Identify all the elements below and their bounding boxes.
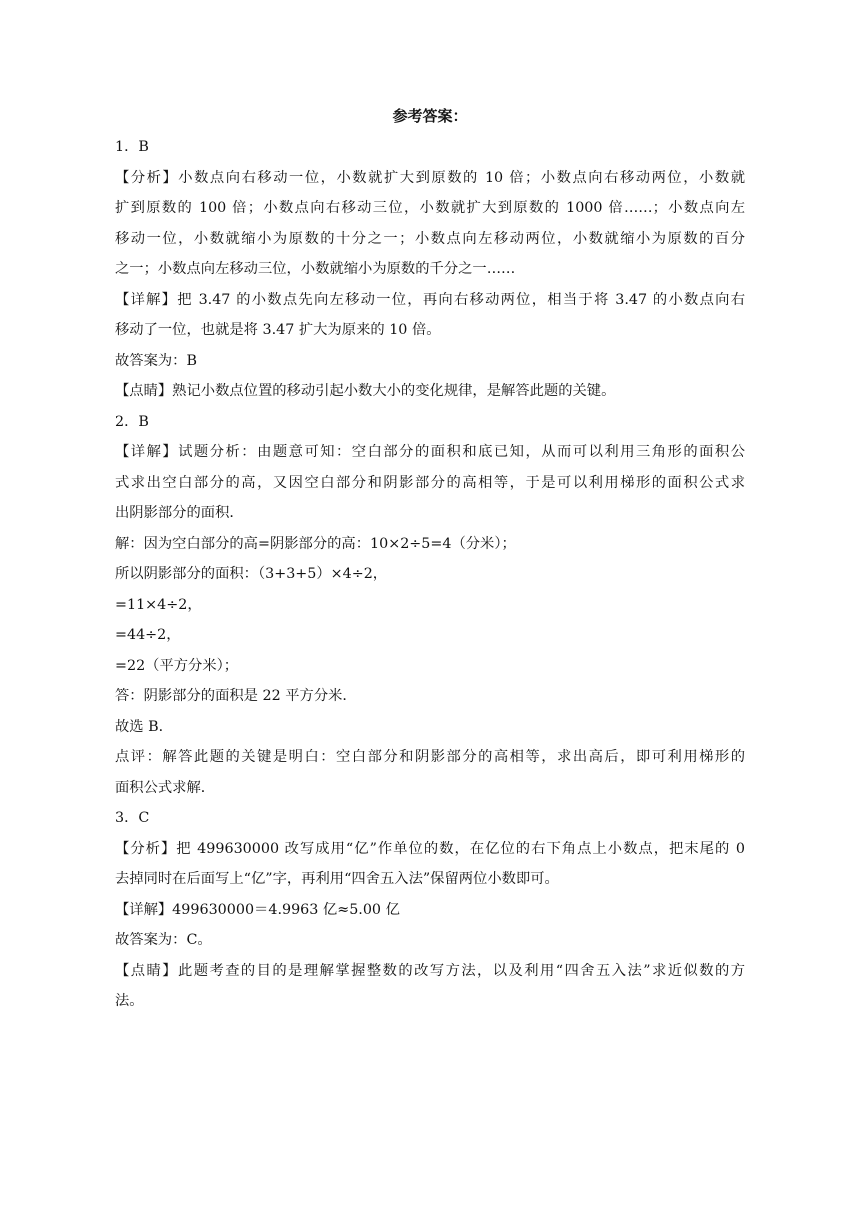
q2-solution-line-4: =44÷2， <box>115 627 181 643</box>
q2-solution-line-5: =22（平方分米）； <box>115 657 239 674</box>
q2-detail-line-2: 式求出空白部分的高，又因空白部分和阴影部分的高相等，于是可以利用梯形的面积公式求 <box>115 474 745 491</box>
q1-answer: 故答案为：B <box>115 352 197 369</box>
q3-answer: 故答案为：C。 <box>115 932 212 948</box>
q2-solution-line-3: =11×4÷2， <box>115 596 202 613</box>
q2-comment-line-2: 面积公式求解． <box>115 779 216 796</box>
q3-analysis-line-2: 去掉同时在后面写上“亿”字，再利用“四舍五入法”保留两位小数即可。 <box>115 871 559 887</box>
q2-comment-line-1: 点评：解答此题的关键是明白：空白部分和阴影部分的高相等，求出高后，即可利用梯形的 <box>115 749 745 765</box>
q2-solution-line-1: 解：因为空白部分的高=阴影部分的高：10×2÷5=4（分米）； <box>115 535 516 552</box>
q3-key-point-line-2: 法。 <box>115 993 144 1009</box>
q2-number: 2．B <box>115 413 149 430</box>
q2-answer-statement: 答：阴影部分的面积是 22 平方分米． <box>115 688 357 704</box>
q1-detail-line-1: 【详解】把 3.47 的小数点先向左移动一位，再向右移动两位，相当于将 3.47 的小数点向右 <box>115 291 745 308</box>
q1-analysis-line-1: 【分析】小数点向右移动一位，小数就扩大到原数的 10 倍；小数点向右移动两位，小数就 <box>115 169 745 186</box>
q2-solution-line-2: 所以阴影部分的面积：（3+3+5）×4÷2， <box>115 566 388 582</box>
q2-detail-line-3: 出阴影部分的面积． <box>115 505 244 521</box>
q3-number: 3．C <box>115 810 150 826</box>
q3-key-point-line-1: 【点睛】此题考查的目的是理解掌握整数的改写方法，以及利用“四舍五入法”求近似数的方 <box>115 962 745 979</box>
q1-detail-line-2: 移动了一位，也就是将 3.47 扩大为原来的 10 倍。 <box>115 322 441 338</box>
page-title: 参考答案： <box>392 107 468 125</box>
q3-detail: 【详解】499630000＝4.9963 亿≈5.00 亿 <box>115 901 400 918</box>
q1-key-point: 【点睛】熟记小数点位置的移动引起小数大小的变化规律，是解答此题的关键。 <box>115 383 616 399</box>
q1-analysis-line-3: 移动一位，小数就缩小为原数的十分之一；小数点向左移动两位，小数就缩小为原数的百分 <box>115 230 745 247</box>
q2-choice: 故选 B． <box>115 718 173 735</box>
q2-detail-line-1: 【详解】试题分析：由题意可知：空白部分的面积和底已知，从而可以利用三角形的面积公 <box>115 444 745 460</box>
q1-analysis-line-4: 之一；小数点向左移动三位，小数就缩小为原数的千分之一…… <box>115 261 516 277</box>
q3-analysis-line-1: 【分析】把 499630000 改写成用“亿”作单位的数，在亿位的右下角点上小数点，把末尾的 0 <box>115 840 745 857</box>
q1-number: 1．B <box>115 139 149 155</box>
answer-body <box>115 132 745 1017</box>
q1-analysis-line-2: 扩到原数的 100 倍；小数点向右移动三位，小数就扩大到原数的 1000 倍……；小数点向左 <box>115 200 745 216</box>
